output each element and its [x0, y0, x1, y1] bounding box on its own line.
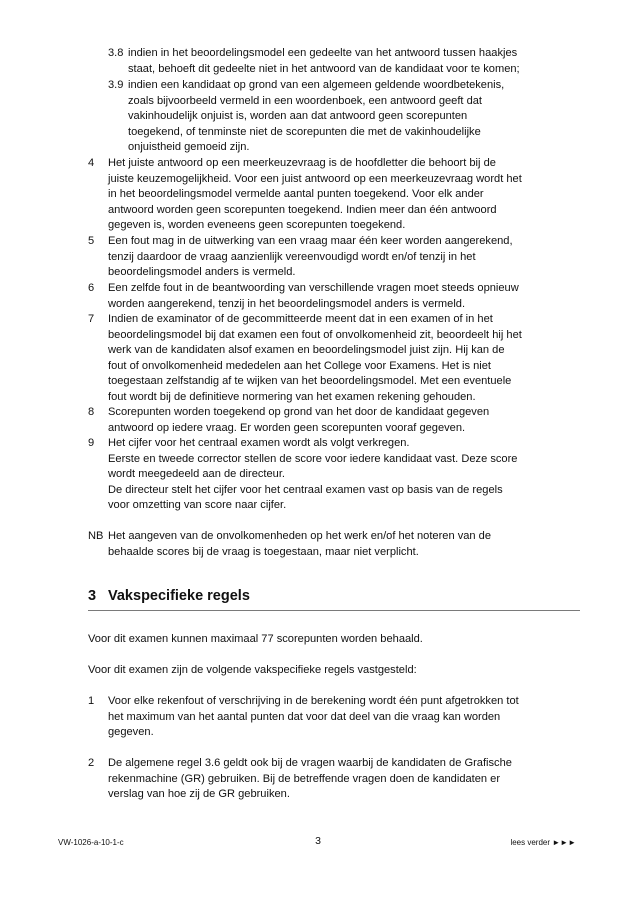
rule-line: rekenmachine (GR) gebruiken. Bij de betreffende vragen doen de kandidaten er — [108, 772, 501, 785]
rule-line: antwoord op iedere vraag. Er worden geen scorepunten vooraf gegeven. — [108, 421, 466, 434]
rule-line: vakinhoudelijk onjuist is, worden aan dat antwoord geen scorepunten — [128, 110, 468, 123]
rule-number: 2 — [88, 757, 95, 769]
rule-line: beoordelingsmodel anders is vermeld. — [108, 266, 296, 279]
rule-line: voor omzetting van score naar cijfer. — [108, 499, 287, 512]
rule-number: NB — [88, 530, 104, 542]
rule-line: tenzij daardoor de vraag aanzienlijk vereenvoudigd wordt en/of tenzij in het — [108, 250, 476, 263]
rule-line: juiste keuzemogelijkheid. Voor een juist antwoord op een meerkeuzevraag wordt het — [108, 172, 522, 185]
specific-rule-2 — [88, 756, 580, 803]
rule-line: fout wordt bij de definitieve normering van het examen rekening gehouden. — [108, 390, 476, 403]
rule-line: toegekend, of tenminste niet de scorepunten die met de vakinhoudelijke — [128, 125, 481, 138]
rule-9 — [88, 436, 580, 514]
rule-line: Eerste en tweede corrector stellen de score voor iedere kandidaat vast. Deze score — [108, 452, 518, 465]
rule-4 — [88, 156, 580, 234]
rule-number: 8 — [88, 406, 95, 418]
rule-number: 4 — [88, 157, 95, 169]
rule-number: 3.8 — [108, 47, 124, 59]
rule-line: Indien de examinator of de gecommitteerde meent dat in een examen of in het — [108, 313, 493, 325]
rule-nb — [88, 529, 580, 560]
rule-number: 1 — [88, 695, 95, 707]
rule-line: wordt meegedeeld aan de directeur. — [108, 468, 286, 481]
rule-3-8 — [108, 46, 578, 77]
rule-number: 5 — [88, 235, 95, 247]
rule-line: antwoord worden geen scorepunten toegekend. Indien meer dan één antwoord — [108, 203, 497, 216]
rule-line: in het beoordelingsmodel vermelde aantal punten toegekend. Voor elk ander — [108, 188, 484, 201]
section-heading — [88, 586, 580, 606]
rule-line: indien in het beoordelingsmodel een gedeelte van het antwoord tussen haakjes — [128, 47, 518, 59]
rule-8 — [88, 405, 580, 436]
rule-line: Het cijfer voor het centraal examen wordt als volgt verkregen. — [108, 437, 410, 449]
rule-3-9 — [108, 78, 578, 156]
rule-line: Een zelfde fout in de beantwoording van verschillende vragen moet steeds opnieuw — [108, 282, 519, 294]
rule-line: zoals bijvoorbeeld vermeld in een woordenboek, een antwoord geeft dat — [128, 94, 482, 107]
rule-number: 6 — [88, 282, 95, 294]
rule-line: Het juiste antwoord op een meerkeuzevraag is de hoofdletter die behoort bij de — [108, 157, 496, 169]
rule-line: fout of onvolkomenheid mededelen aan het College voor Examens. Het is niet — [108, 359, 491, 372]
footer-page-number: 3 — [315, 835, 321, 847]
section-divider — [88, 610, 580, 611]
rule-line: Scorepunten worden toegekend op grond van het door de kandidaat gegeven — [108, 406, 490, 418]
rule-line: De algemene regel 3.6 geldt ook bij de vragen waarbij de kandidaten de Grafische — [108, 757, 512, 769]
rule-line: indien een kandidaat op grond van een algemeen geldende woordbetekenis, — [128, 79, 505, 91]
rule-7 — [88, 312, 580, 406]
rule-line: gegeven. — [108, 726, 154, 739]
rule-number: 7 — [88, 313, 95, 325]
rule-line: behaalde scores bij de vraag is toegestaan, maar niet verplicht. — [108, 545, 419, 558]
rule-line: gegeven is, worden eveneens geen scorepunten toegekend. — [108, 219, 406, 232]
rule-line: toegestaan zelfstandig af te wijken van het beoordelingsmodel. Met een eventuele — [108, 375, 512, 388]
footer-continue-label: lees verder ►►► — [510, 838, 576, 847]
rule-line: worden aangerekend, tenzij in het beoordelingsmodel anders is vermeld. — [108, 297, 466, 310]
rule-line: werk van de kandidaten alsof examen en beoordelingsmodel juist zijn. Hij kan de — [108, 344, 505, 357]
rule-6 — [88, 281, 580, 312]
rule-line: Voor elke rekenfout of verschrijving in de berekening wordt één punt afgetrokken tot — [108, 695, 519, 707]
section-title: Vakspecifieke regels — [108, 588, 250, 604]
rule-line: staat, behoeft dit gedeelte niet in het antwoord van de kandidaat voor te komen; — [128, 62, 520, 75]
rule-number: 3.9 — [108, 79, 124, 91]
rule-line: verslag van hoe zij de GR gebruiken. — [108, 788, 290, 801]
specific-rule-1 — [88, 694, 580, 741]
rule-number: 9 — [88, 437, 95, 449]
section-intro-1: Voor dit examen kunnen maximaal 77 scorepunten worden behaald. — [88, 633, 423, 645]
rule-line: De directeur stelt het cijfer voor het centraal examen vast op basis van de regels — [108, 483, 503, 496]
rule-line: het maximum van het aantal punten dat voor dat deel van die vraag kan worden — [108, 710, 501, 723]
section-intro-2: Voor dit examen zijn de volgende vakspecifieke regels vastgesteld: — [88, 664, 417, 676]
rule-line: onjuistheid gemoeid zijn. — [128, 141, 250, 154]
rule-line: beoordelingsmodel bij dat examen een fout of onvolkomenheid zit, beoordeelt hij het — [108, 328, 522, 341]
rule-line: Een fout mag in de uitwerking van een vraag maar één keer worden aangerekend, — [108, 235, 513, 247]
section-number: 3 — [88, 588, 97, 604]
rule-line: Het aangeven van de onvolkomenheden op het werk en/of het noteren van de — [108, 530, 492, 542]
rule-5 — [88, 234, 580, 281]
footer-document-code: VW-1026-a-10-1-c — [58, 838, 124, 847]
